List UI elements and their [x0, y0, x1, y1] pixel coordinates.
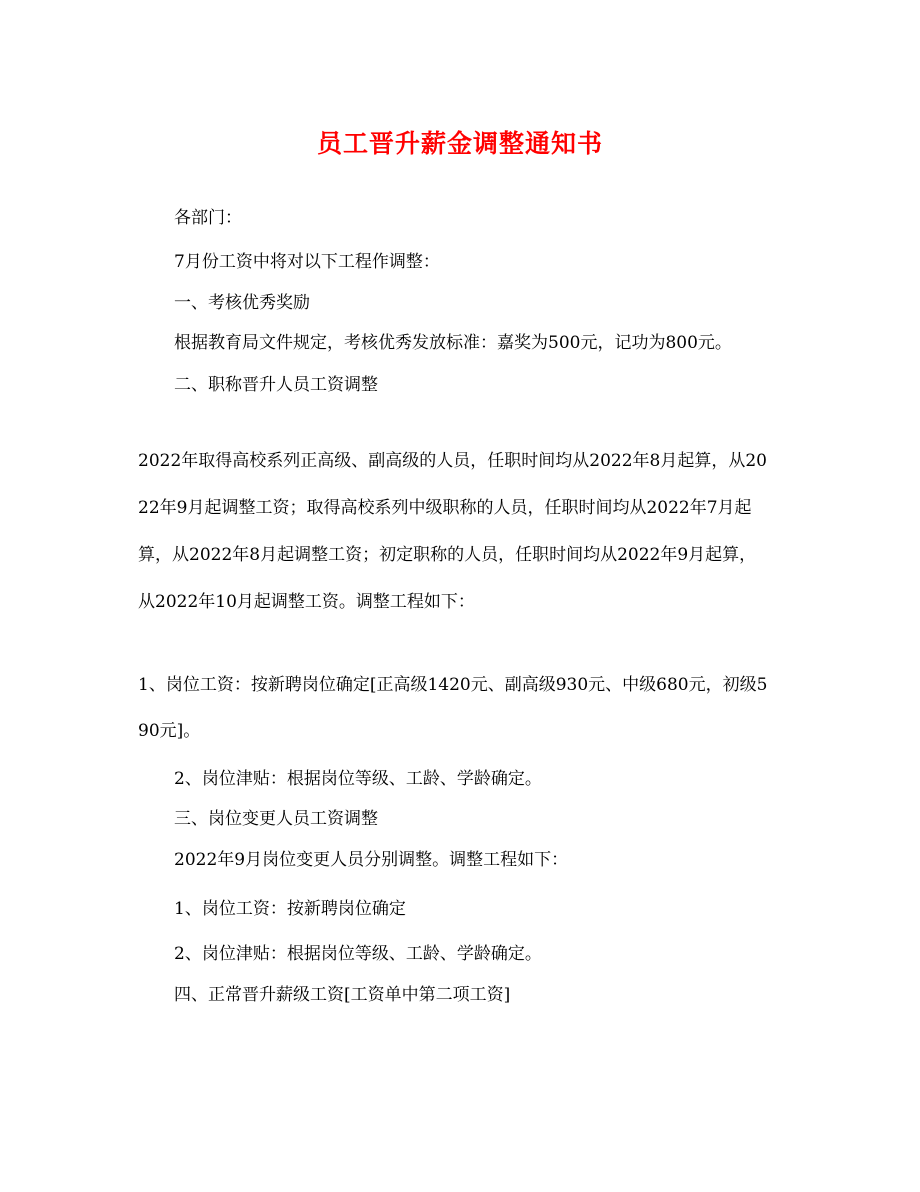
paragraph-line: 算，从2022年8月起调整工资；初定职称的人员，任职时间均从2022年9月起算，: [138, 545, 757, 565]
paragraph-line: 90元]。: [138, 721, 201, 741]
list-item: 2、岗位津贴：根据岗位等级、工龄、学龄确定。: [174, 944, 542, 964]
section-heading-2: 二、职称晋升人员工资调整: [174, 375, 378, 395]
document-title: 员工晋升薪金调整通知书: [316, 129, 603, 158]
salutation: 各部门：: [174, 208, 242, 228]
list-item: 2、岗位津贴：根据岗位等级、工龄、学龄确定。: [174, 769, 542, 789]
paragraph-line: 从2022年10月起调整工资。调整工程如下：: [138, 592, 475, 612]
paragraph-line: 22年9月起调整工资；取得高校系列中级职称的人员，任职时间均从2022年7月起: [138, 498, 752, 518]
section-heading-1: 一、考核优秀奖励: [174, 293, 310, 313]
paragraph-line: 根据教育局文件规定，考核优秀发放标准：嘉奖为500元，记功为800元。: [174, 333, 732, 353]
list-item: 1、岗位工资：按新聘岗位确定: [174, 899, 406, 919]
intro-line: 7月份工资中将对以下工程作调整：: [174, 252, 440, 272]
section-heading-3: 三、岗位变更人员工资调整: [174, 809, 378, 829]
paragraph-line: 2022年9月岗位变更人员分别调整。调整工程如下：: [174, 850, 569, 870]
paragraph-line: 2022年取得高校系列正高级、副高级的人员，任职时间均从2022年8月起算，从20: [138, 451, 767, 471]
section-heading-4: 四、正常晋升薪级工资[工资单中第二项工资]: [174, 985, 511, 1005]
paragraph-line: 1、岗位工资：按新聘岗位确定[正高级1420元、副高级930元、中级680元，初级5: [138, 675, 768, 695]
